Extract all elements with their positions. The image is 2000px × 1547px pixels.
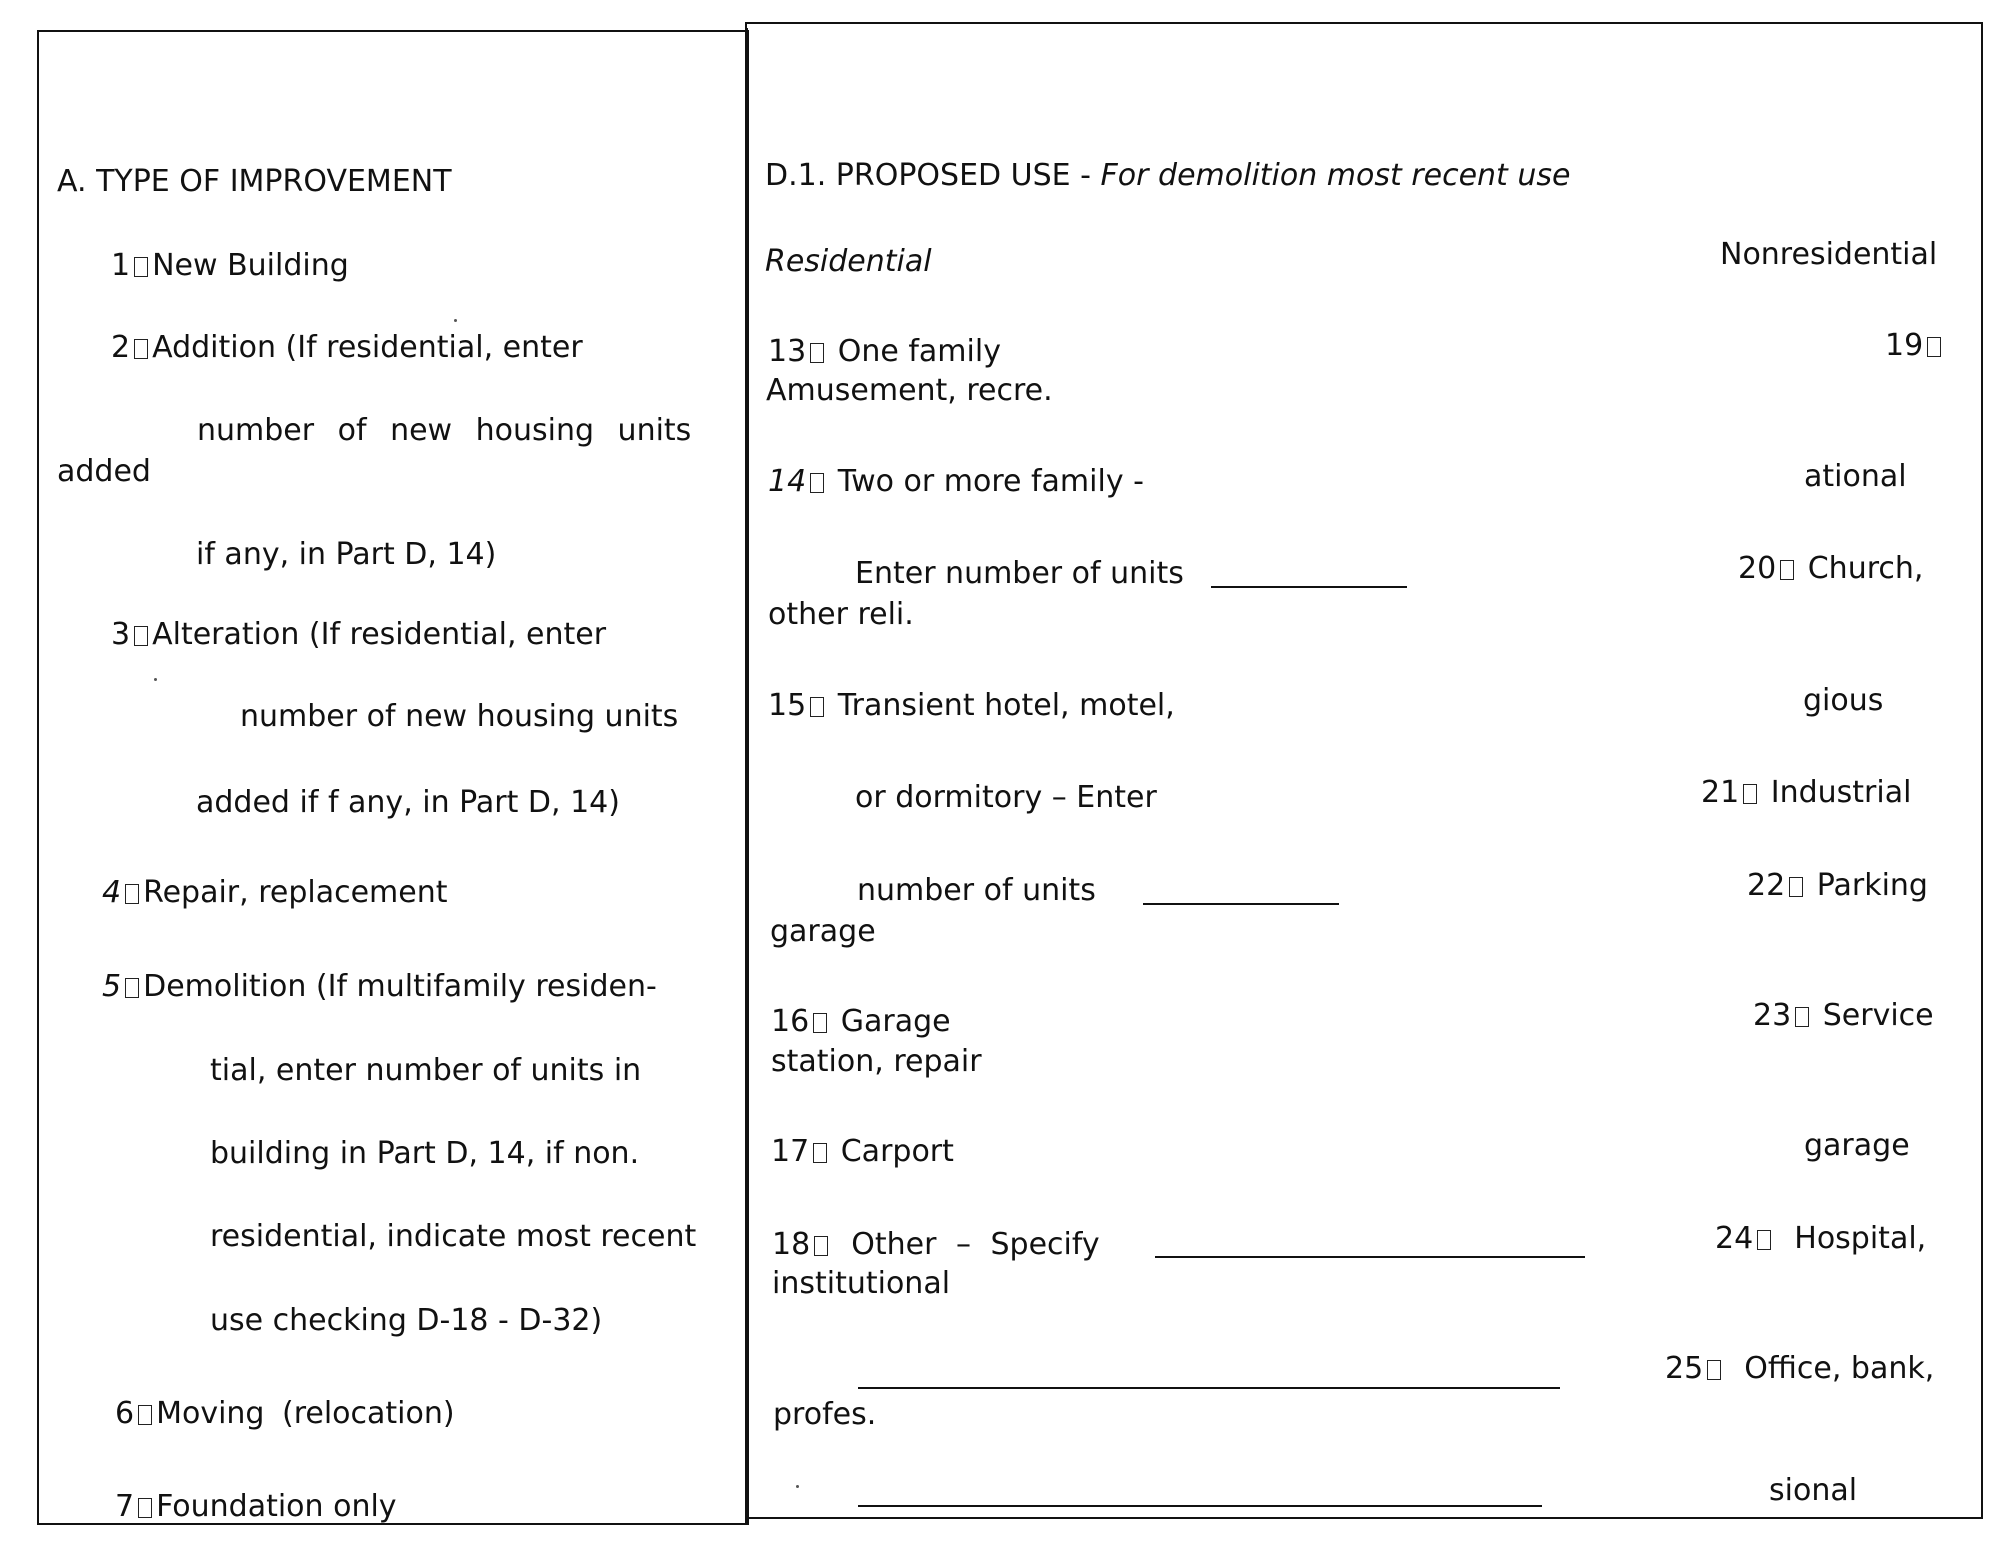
checkbox-21[interactable] — [1743, 784, 1757, 804]
nonresidential-heading: Nonresidential — [1720, 237, 1938, 272]
item-15-line-2: or dormitory – Enter — [855, 780, 1157, 815]
checkbox-16[interactable] — [813, 1013, 827, 1033]
demolition-line-5: use checking D-18 - D-32) — [210, 1303, 603, 1338]
item-15-units-label: number of units — [857, 873, 1096, 908]
scan-speck — [796, 1485, 799, 1488]
item-17: 17 Carport — [771, 1134, 954, 1169]
alteration-line-2: number of new housing units — [240, 699, 679, 734]
item-19-continued: ational — [1804, 459, 1907, 494]
section-d-title: D.1. PROPOSED USE - For demolition most recent use — [765, 158, 1571, 193]
item-14-units-label: Enter number of units — [855, 556, 1184, 591]
checkbox-23[interactable] — [1795, 1007, 1809, 1027]
checkbox-15[interactable] — [810, 697, 824, 717]
scan-speck — [454, 319, 457, 322]
item-18-continued: institutional — [772, 1266, 951, 1301]
alteration-line-3: added if f any, in Part D, 14) — [196, 785, 620, 820]
demolition-line-2: tial, enter number of units in — [210, 1053, 642, 1088]
checkbox-24[interactable] — [1757, 1230, 1771, 1250]
item-14-continued: other reli. — [768, 597, 914, 632]
item-20: 20 Church, — [1738, 551, 1924, 586]
addition-line-4: if any, in Part D, 14) — [196, 537, 497, 572]
scan-speck — [154, 678, 157, 681]
residential-heading: Residential — [765, 244, 932, 279]
item-21: 21 Industrial — [1701, 775, 1912, 810]
item-24: 24 Hospital, — [1715, 1221, 1927, 1256]
item-23: 23 Service — [1753, 998, 1934, 1033]
item-15-units-line[interactable] — [1143, 903, 1339, 905]
checkbox-19[interactable] — [1927, 337, 1941, 357]
item-demolition: 5 Demolition (If multifamily residen- — [102, 969, 657, 1004]
checkbox-repair[interactable] — [125, 884, 139, 904]
checkbox-20[interactable] — [1780, 560, 1794, 580]
demolition-line-3: building in Part D, 14, if non. — [210, 1136, 640, 1171]
item-22: 22 Parking — [1747, 868, 1928, 903]
checkbox-foundation[interactable] — [138, 1498, 152, 1518]
checkbox-25[interactable] — [1707, 1360, 1721, 1380]
item-15-continued: garage — [770, 914, 876, 949]
item-16-continued: station, repair — [771, 1044, 982, 1079]
item-25: 25 Office, bank, — [1665, 1351, 1935, 1386]
item-14-units-line[interactable] — [1211, 586, 1407, 588]
checkbox-addition[interactable] — [134, 339, 148, 359]
section-a-title: A. TYPE OF IMPROVEMENT — [57, 164, 452, 199]
checkbox-18[interactable] — [814, 1236, 828, 1256]
item-18: 18 Other – Specify — [772, 1227, 1100, 1262]
item-addition: 2 Addition (If residential, enter — [111, 330, 583, 365]
item-20-continued: gious — [1803, 683, 1884, 718]
item-18-extra-line-1[interactable] — [858, 1387, 1560, 1389]
item-alteration: 3 Alteration (If residential, enter — [111, 617, 607, 652]
item-13: 13 One family — [768, 334, 1001, 369]
checkbox-13[interactable] — [810, 343, 824, 363]
checkbox-moving[interactable] — [138, 1405, 152, 1425]
item-13-continued: Amusement, recre. — [766, 373, 1053, 408]
item-15: 15 Transient hotel, motel, — [768, 688, 1175, 723]
checkbox-alteration[interactable] — [134, 626, 148, 646]
item-foundation: 7 Foundation only — [115, 1489, 397, 1524]
item-18-extra-line-2[interactable] — [858, 1505, 1542, 1507]
addition-line-3: added — [57, 454, 151, 489]
item-23-continued: garage — [1804, 1128, 1910, 1163]
item-moving: 6 Moving (relocation) — [115, 1396, 455, 1431]
item-repair: 4 Repair, replacement — [102, 875, 448, 910]
item-16: 16 Garage — [771, 1004, 951, 1039]
checkbox-22[interactable] — [1789, 877, 1803, 897]
checkbox-new-building[interactable] — [134, 257, 148, 277]
item-19: 19 — [1885, 328, 1945, 364]
item-14: 14 Two or more family - — [768, 464, 1144, 499]
item-18-specify-line[interactable] — [1155, 1256, 1585, 1258]
checkbox-17[interactable] — [813, 1143, 827, 1163]
column-divider — [745, 28, 748, 1524]
item-new-building: 1 New Building — [111, 248, 349, 283]
addition-line-2: number of new housing units — [197, 413, 692, 448]
checkbox-14[interactable] — [810, 473, 824, 493]
checkbox-demolition[interactable] — [125, 978, 139, 998]
demolition-line-4: residential, indicate most recent — [210, 1219, 697, 1254]
item-25-prefix: profes. — [773, 1397, 877, 1432]
item-25-continued: sional — [1769, 1473, 1858, 1508]
